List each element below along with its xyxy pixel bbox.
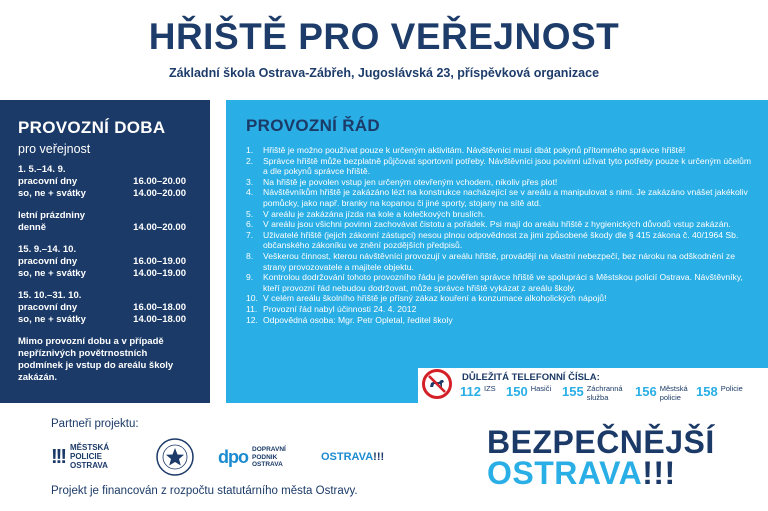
rule-item bbox=[246, 315, 758, 326]
phones-title: DŮLEŽITÁ TELEFONNÍ ČÍSLA: bbox=[462, 372, 600, 383]
schedule bbox=[18, 164, 210, 326]
rules-title: PROVOZNÍ ŘÁD bbox=[246, 116, 380, 135]
rule-item bbox=[246, 187, 758, 208]
schedule-day: pracovní dny bbox=[18, 256, 78, 267]
phone-entry bbox=[635, 384, 696, 402]
rule-text: Hřiště je možno používat pouze k určeným aktivitám. Návštěvníci musí dbát pokynů přítomného správce hřiště! bbox=[263, 145, 686, 155]
financing-note: Projekt je financován z rozpočtu statutárního města Ostravy. bbox=[51, 485, 358, 497]
rule-item bbox=[246, 219, 758, 230]
rule-number: 6. bbox=[246, 219, 254, 230]
rule-text: Správce hřiště může bezplatně půjčovat sportovní potřeby. Návštěvníci jsou povinni užívat tyto potřeby pouze k určeným účelům a dle pokynů správce hřiště. bbox=[263, 155, 752, 177]
phone-label: Policie bbox=[720, 384, 743, 393]
schedule-day: so, ne + svátky bbox=[18, 188, 86, 199]
police-seal-icon bbox=[155, 437, 195, 477]
phone-number: 158 bbox=[696, 384, 718, 399]
rule-number: 1. bbox=[246, 145, 254, 155]
schedule-period: letní prázdniny bbox=[18, 210, 86, 221]
phone-entry bbox=[562, 384, 631, 402]
schedule-row bbox=[18, 256, 186, 268]
transport-company-logo bbox=[218, 446, 286, 469]
rule-number: 7. bbox=[246, 229, 254, 240]
rule-item bbox=[246, 230, 758, 251]
schedule-time: 16.00–19.00 bbox=[133, 256, 186, 267]
schedule-time: 14.00–18.00 bbox=[133, 314, 186, 325]
ostrava-logo bbox=[321, 451, 384, 463]
rule-number: 11. bbox=[246, 303, 258, 314]
rule-text: V areálu jsou všichni povinni zachovávat čistotu a pořádek. Psi mají do areálu hřiště z hygienických důvodů vstup zakázán. bbox=[263, 219, 731, 230]
rule-text: Veškerou činnost, kterou návštěvníci provozují v areálu hřiště, provádějí na vlastní nebezpečí, bez nároku na odškodnění ze strany provozovatele a majitele objektu. bbox=[263, 250, 735, 272]
no-dogs-icon bbox=[422, 369, 452, 399]
phone-number: 112 bbox=[460, 384, 481, 399]
rule-text: Návštěvníkům hřiště je zakázáno lézt na konstrukce nacházející se v areálu a manipulovat s nimi. Je zakázáno vnášet jakékoliv pomůcky, jako např. branky na kopanou či jiné sporty, stojany na sítě atd. bbox=[263, 187, 748, 208]
schedule-row bbox=[18, 302, 186, 314]
phone-number: 156 bbox=[635, 384, 657, 399]
schedule-period: 15. 9.–14. 10. bbox=[18, 244, 77, 255]
rule-number: 8. bbox=[246, 250, 254, 261]
schedule-period: 15. 10.–31. 10. bbox=[18, 290, 82, 301]
rule-text: Na hřiště je povolen vstup jen určeným otevřeným vchodem, nikoliv přes plot! bbox=[263, 176, 558, 187]
schedule-period: 1. 5.–14. 9. bbox=[18, 164, 66, 175]
schedule-day: so, ne + svátky bbox=[18, 314, 86, 325]
schedule-time: 16.00–18.00 bbox=[133, 302, 186, 313]
phone-label: Městská policie bbox=[659, 384, 688, 402]
schedule-row bbox=[18, 268, 186, 280]
phone-entry bbox=[460, 384, 496, 399]
rule-number: 2. bbox=[246, 155, 254, 166]
schedule-day: pracovní dny bbox=[18, 302, 78, 313]
rule-text: Kontrolou dodržování tohoto provozního řádu je pověřen správce hřiště ve spolupráci s Městskou policií Ostrava. Návštěvníky, kteří provozní řád nebudou dodržovat, může správce hřiště vykázat z areálu školy. bbox=[263, 272, 743, 293]
logo-text: OSTRAVA bbox=[321, 451, 374, 463]
rule-number: 10. bbox=[246, 293, 258, 304]
rule-item bbox=[246, 272, 758, 293]
rule-number: 12. bbox=[246, 314, 258, 325]
logo-text: PODNIK bbox=[252, 453, 278, 461]
rule-number: 9. bbox=[246, 272, 254, 283]
rule-text: V areálu je zakázána jízda na kole a kolečkových bruslích. bbox=[263, 208, 486, 219]
schedule-time: 14.00–20.00 bbox=[133, 188, 186, 199]
rules-list bbox=[246, 145, 758, 325]
slogan-line-2 bbox=[487, 455, 676, 492]
rule-text: Odpovědná osoba: Mgr. Petr Opletal, ředitel školy bbox=[263, 314, 453, 325]
dpo-mark: dpo bbox=[218, 446, 248, 467]
rule-number: 5. bbox=[246, 208, 254, 219]
closure-note: Mimo provozní dobu a v případě nepříznivých povětrnostních podmínek je vstup do areálu školy zakázán. bbox=[18, 336, 174, 383]
schedule-block bbox=[18, 244, 210, 280]
rule-item bbox=[246, 145, 758, 156]
rules-panel bbox=[226, 100, 768, 403]
schedule-time: 14.00–20.00 bbox=[133, 222, 186, 233]
rule-item bbox=[246, 209, 758, 220]
rule-item bbox=[246, 177, 758, 188]
phone-label: IZS bbox=[483, 384, 496, 393]
schedule-day: denně bbox=[18, 222, 46, 233]
schedule-time: 16.00–20.00 bbox=[133, 176, 186, 187]
schedule-day: pracovní dny bbox=[18, 176, 78, 187]
logo-text: MĚSTSKÁ bbox=[69, 443, 110, 452]
schedule-time: 14.00–19.00 bbox=[133, 268, 186, 279]
slogan-word: OSTRAVA bbox=[487, 455, 643, 491]
phone-entry bbox=[506, 384, 551, 399]
opening-hours-subtitle: pro veřejnost bbox=[18, 142, 91, 156]
phone-label: Záchranná služba bbox=[586, 384, 623, 402]
rule-number: 4. bbox=[246, 187, 254, 198]
schedule-row bbox=[18, 314, 186, 326]
schedule-day: so, ne + svátky bbox=[18, 268, 86, 279]
rule-item bbox=[246, 293, 758, 304]
logo-suffix: !!! bbox=[373, 451, 385, 463]
phone-number: 155 bbox=[562, 384, 584, 399]
logo-text: DOPRAVNÍ bbox=[252, 446, 286, 453]
schedule-block bbox=[18, 210, 210, 234]
logo-text: POLICIE bbox=[69, 452, 102, 461]
slogan-line-1: BEZPEČNĚJŠÍ bbox=[487, 424, 715, 460]
rule-text: V celém areálu školního hřiště je přísný zákaz kouření a konzumace alkoholických nápojů! bbox=[263, 293, 607, 304]
logo-text: OSTRAVA bbox=[69, 461, 108, 470]
schedule-row bbox=[18, 188, 186, 200]
page-subtitle: Základní škola Ostrava-Zábřeh, Jugoslávská 23, příspěvková organizace bbox=[168, 66, 600, 80]
phone-number: 150 bbox=[506, 384, 528, 399]
city-police-logo bbox=[51, 443, 109, 470]
schedule-block bbox=[18, 164, 210, 200]
rule-item bbox=[246, 304, 758, 315]
exclamation-bars-icon: !!! bbox=[51, 445, 65, 468]
rule-item bbox=[246, 156, 758, 177]
rule-item bbox=[246, 251, 758, 272]
schedule-row bbox=[18, 176, 186, 188]
opening-hours-title: PROVOZNÍ DOBA bbox=[18, 118, 166, 137]
schedule-row bbox=[18, 222, 186, 234]
opening-hours-panel bbox=[0, 100, 210, 403]
page-title: HŘIŠTĚ PRO VEŘEJNOST bbox=[148, 16, 620, 57]
logo-text: OSTRAVA bbox=[252, 461, 283, 468]
rule-text: Uživatelé hřiště (jejich zákonní zástupci) nesou plnou odpovědnost za jimi způsobené škody dle § 415 zákona č. 40/1964 Sb. občanského zákoníku ve znění pozdějších předpisů. bbox=[263, 229, 739, 251]
slogan-suffix: !!! bbox=[642, 455, 676, 491]
schedule-block bbox=[18, 290, 210, 326]
phone-entry bbox=[696, 384, 743, 399]
partners-label: Partneři projektu: bbox=[51, 418, 139, 430]
rule-number: 3. bbox=[246, 176, 254, 187]
rule-text: Provozní řád nabyl účinnosti 24. 4. 2012 bbox=[263, 303, 417, 314]
phone-label: Hasiči bbox=[530, 384, 552, 393]
